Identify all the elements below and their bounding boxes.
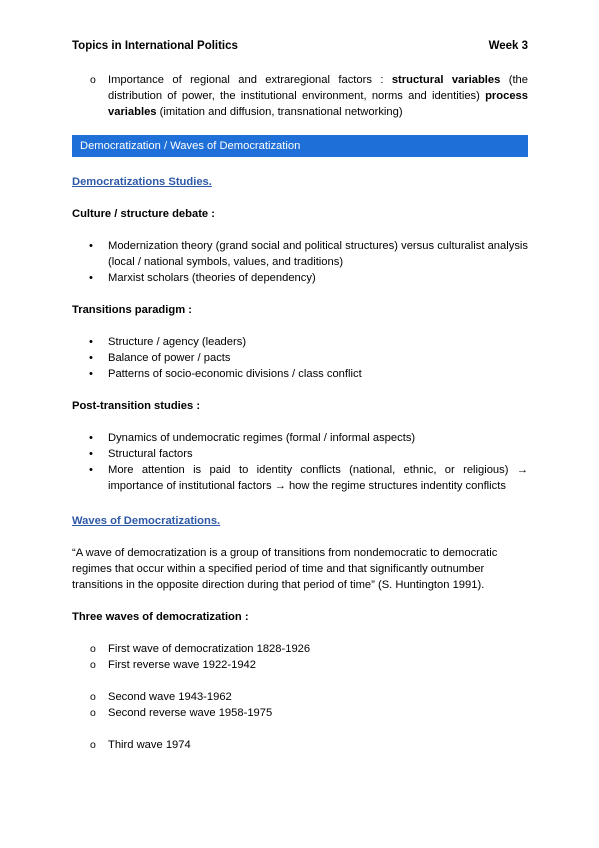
section-banner: Democratization / Waves of Democratization — [72, 135, 528, 157]
list-item — [72, 641, 528, 657]
three-waves-heading: Three waves of democratization : — [72, 611, 249, 623]
list-item — [72, 705, 528, 721]
wave-years: 1974 — [165, 739, 191, 751]
intro-text: Importance of regional and extraregional factors : — [108, 74, 392, 86]
course-title: Topics in International Politics — [72, 40, 238, 52]
list-item: • Structure / agency (leaders) — [72, 334, 528, 350]
list-item: • Marxist scholars (theories of dependency) — [72, 270, 528, 286]
huntington-quote: “A wave of democratization is a group of transitions from nondemocratic to democratic regimes that occur within a specified period of time and that significantly outnumber transitions in the opposite direction during that period of time” (S. Huntington 1991). — [72, 547, 498, 591]
list-item: • Balance of power / pacts — [72, 350, 528, 366]
waves-list-2 — [72, 689, 528, 721]
week-label: Week 3 — [488, 40, 528, 52]
wave-label: First wave of democratization — [108, 643, 254, 655]
post-transition-list — [72, 430, 528, 494]
intro-section — [72, 72, 528, 120]
structural-variables-term: structural variables — [391, 74, 501, 86]
wave-label: Second wave — [108, 691, 179, 703]
list-item — [72, 689, 528, 705]
structural-variables-text: (the distribution of power, the institutional environment, norms and identities) — [108, 74, 528, 102]
wave-years: 1943-1962 — [178, 691, 232, 703]
wave-years: 1922-1942 — [202, 659, 257, 671]
wave-years: 1958-1975 — [218, 707, 273, 719]
list-item: • Dynamics of undemocratic regimes (formal / informal aspects) — [72, 430, 528, 446]
wave-years: 1828-1926 — [256, 643, 311, 655]
intro-list — [72, 72, 528, 120]
list-item: • More attention is paid to identity conflicts (national, ethnic, or religious) → importance of institutional factors → how the regime structures indentity conflicts — [72, 462, 528, 494]
process-variables-term: process variables — [108, 90, 528, 118]
page-header — [72, 38, 528, 54]
list-item — [72, 657, 528, 673]
list-item — [72, 737, 528, 753]
list-item: • Patterns of socio-economic divisions / class conflict — [72, 366, 528, 382]
list-item — [72, 72, 528, 120]
waves-list-3 — [72, 737, 528, 753]
democratization-studies-link[interactable]: Democratizations Studies. — [72, 176, 212, 188]
post-transition-heading: Post-transition studies : — [72, 400, 201, 412]
transitions-list — [72, 334, 528, 382]
transitions-heading: Transitions paradigm : — [72, 304, 192, 316]
culture-heading: Culture / structure debate : — [72, 208, 215, 220]
democratization-studies-section — [72, 174, 528, 494]
waves-list — [72, 641, 528, 673]
waves-section — [72, 513, 528, 753]
list-item: • Structural factors — [72, 446, 528, 462]
wave-label: First reverse wave — [108, 659, 203, 671]
list-item: • Modernization theory (grand social and political structures) versus culturalist analysis (local / national symbols, values, and traditions) — [72, 238, 528, 270]
waves-of-democratizations-link[interactable]: Waves of Democratizations. — [72, 515, 221, 527]
process-variables-text: (imitation and diffusion, transnational networking) — [156, 106, 403, 118]
culture-list — [72, 238, 528, 286]
wave-label: Third wave — [108, 739, 166, 751]
wave-label: Second reverse wave — [108, 707, 216, 719]
